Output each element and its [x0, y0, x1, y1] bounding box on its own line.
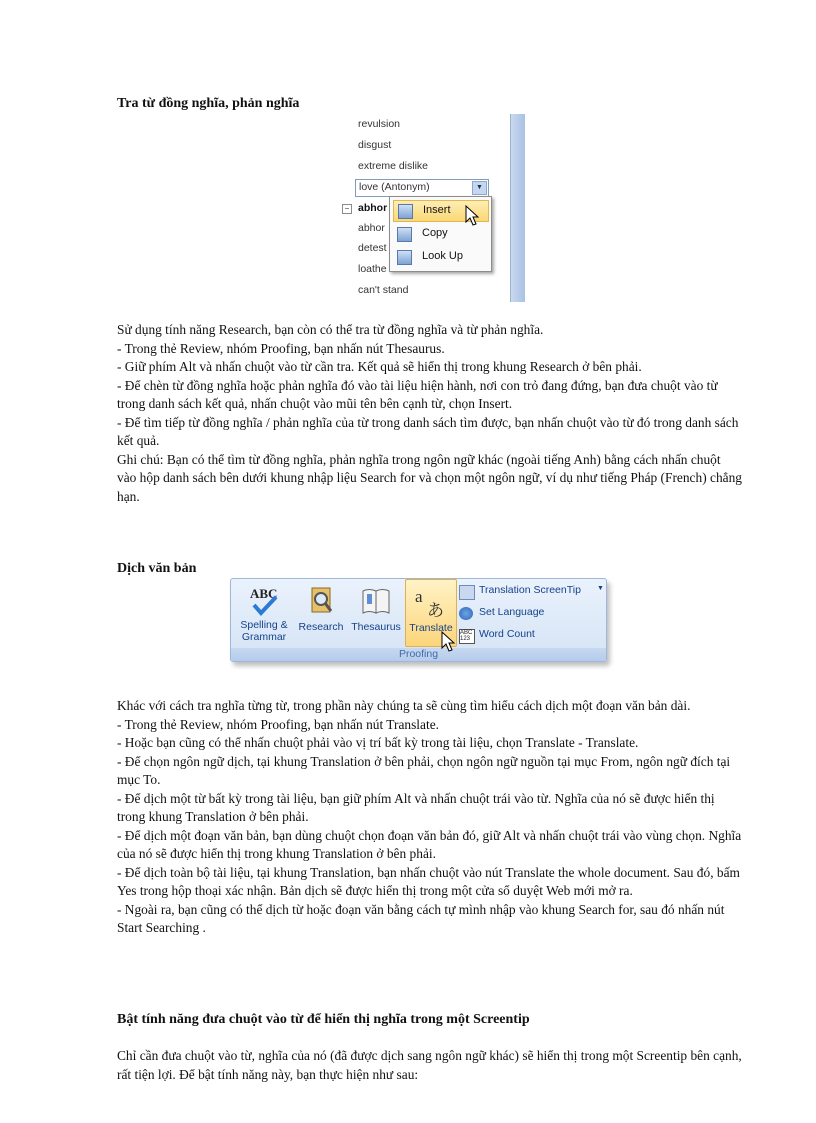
look-up-icon	[397, 250, 412, 265]
thesaurus-group-word: abhor	[358, 202, 388, 214]
paragraph: - Để dịch toàn bộ tài liệu, tại khung Translation, bạn nhấn chuột vào nút Translate the whole document. Sau đó, bấm Yes trong hộp thoại xác nhận. Bản dịch sẽ được hiển thị trong một cửa sổ duyệt Web mới mở ra.	[117, 864, 740, 898]
paragraph: Sử dụng tính năng Research, bạn còn có thể tra từ đồng nghĩa và từ phản nghĩa.	[117, 322, 544, 337]
thesaurus-word: revulsion	[358, 118, 401, 130]
mouse-cursor-icon	[465, 205, 479, 227]
paragraph: - Để chọn ngôn ngữ dịch, tại khung Translation ở bên phải, chọn ngôn ngữ nguồn tại mục From, ngôn ngữ đích tại mục To.	[117, 753, 731, 787]
thesaurus-word: detest	[358, 242, 387, 254]
chevron-down-icon[interactable]: ▼	[472, 181, 487, 195]
paragraph: - Trong thẻ Review, nhóm Proofing, bạn nhấn nút Thesaurus.	[117, 340, 445, 356]
svg-text:あ: あ	[427, 601, 444, 620]
small-button-label: Translation ScreenTip	[479, 584, 581, 596]
menu-item-look-up[interactable]	[393, 247, 487, 267]
word-dropdown-value: love (Antonym)	[359, 181, 430, 193]
button-label: Translate	[409, 622, 453, 634]
paragraph: - Để dịch một đoạn văn bản, bạn dùng chuột chọn đoạn văn bản đó, giữ Alt và nhấn chuột trái vào vùng chọn. Nghĩa của nó sẽ được hiển thị trong khung Translation ở bên phải.	[117, 827, 742, 861]
copy-icon	[397, 227, 412, 242]
paragraph: Khác với cách tra nghĩa từng từ, trong phần này chúng ta sẽ cùng tìm hiểu cách dịch một đoạn văn bản dài.	[117, 698, 691, 713]
small-button-label: Word Count	[479, 628, 535, 640]
section1-body	[117, 321, 742, 506]
thesaurus-button[interactable]	[347, 579, 405, 645]
paragraph: - Trong thẻ Review, nhóm Proofing, bạn nhấn nút Translate.	[117, 716, 439, 732]
thesaurus-word: loathe	[358, 263, 387, 275]
paragraph: - Để tìm tiếp từ đồng nghĩa / phản nghĩa của từ trong danh sách tìm được, bạn nhấn chuột vào từ đó trong danh sách kết quả.	[117, 414, 739, 448]
section-heading-screentip: Bật tính năng đưa chuột vào từ để hiển thị nghĩa trong một Screentip	[117, 1012, 530, 1027]
translate-icon	[414, 586, 448, 620]
svg-text:ABC: ABC	[250, 586, 278, 601]
thesaurus-screenshot	[333, 114, 525, 302]
svg-text:a: a	[415, 587, 423, 606]
paragraph: - Ngoài ra, bạn cũng có thể dịch từ hoặc đoạn văn bằng cách tự mình nhập vào khung Search for, sau đó nhấn nút Start Searching .	[117, 901, 725, 935]
thesaurus-word: extreme dislike	[358, 160, 429, 172]
paragraph: - Để dịch một từ bất kỳ trong tài liệu, bạn giữ phím Alt và nhấn chuột trái vào từ. Nghĩa của nó sẽ được hiển thị trong khung Translation ở bên phải.	[117, 790, 715, 824]
paragraph: - Để chèn từ đồng nghĩa hoặc phản nghĩa đó vào tài liệu hiện hành, nơi con trỏ đang đứng, bạn đưa chuột vào từ trong danh sách kết quả, nhấn chuột vào mũi tên bên cạnh từ, chọn Insert.	[117, 377, 718, 411]
section-heading-synonyms: Tra từ đồng nghĩa, phản nghĩa	[117, 96, 300, 111]
thesaurus-book-icon	[360, 585, 392, 617]
proofing-ribbon-screenshot	[230, 578, 607, 662]
button-label: Thesaurus	[351, 621, 401, 633]
word-dropdown[interactable]	[355, 179, 489, 197]
button-label: Research	[298, 621, 344, 633]
button-label: Spelling & Grammar	[240, 619, 288, 643]
thesaurus-word: disgust	[358, 139, 392, 151]
section2-body	[117, 697, 742, 938]
paragraph: Chỉ cần đưa chuột vào từ, nghĩa của nó (đã được dịch sang ngôn ngữ khác) sẽ hiển thị trong một Screentip bên cạnh, rất tiện lợi. Để bật tính năng này, bạn thực hiện như sau:	[117, 1048, 742, 1082]
section-heading-translate: Dịch văn bản	[117, 561, 197, 576]
research-button[interactable]	[295, 579, 347, 645]
mouse-cursor-icon	[441, 631, 455, 653]
screentip-icon	[459, 585, 475, 600]
small-button-label: Set Language	[479, 606, 545, 618]
spelling-check-icon	[248, 585, 280, 617]
thesaurus-word: abhor	[358, 222, 385, 234]
research-icon	[305, 585, 337, 617]
insert-icon	[398, 204, 413, 219]
menu-item-copy[interactable]	[393, 224, 487, 244]
chevron-down-icon: ▼	[597, 585, 604, 592]
menu-item-label: Look Up	[422, 250, 463, 262]
spelling-grammar-button[interactable]	[233, 579, 295, 645]
collapse-icon[interactable]: −	[342, 204, 352, 214]
group-label: Proofing	[231, 648, 606, 661]
thesaurus-word: can't stand	[358, 284, 409, 296]
paragraph: - Giữ phím Alt và nhấn chuột vào từ cần tra. Kết quả sẽ hiển thị trong khung Research ở bên phải.	[117, 359, 642, 374]
set-language-icon	[459, 607, 473, 620]
paragraph: - Hoặc bạn cũng có thể nhấn chuột phải vào vị trí bất kỳ trong tài liệu, chọn Translate - Translate.	[117, 735, 639, 750]
paragraph: Ghi chú: Bạn có thể tìm từ đồng nghĩa, phản nghĩa trong ngôn ngữ khác (ngoài tiếng Anh) bằng cách nhấn chuột vào hộp danh sách bên dưới khung nhập liệu Search for và chọn một ngôn ngữ, ví dụ như tiếng Pháp (French) chẳng hạn.	[117, 451, 742, 504]
menu-item-label: Insert	[423, 204, 451, 216]
word-count-icon: ABC 123	[459, 629, 475, 644]
menu-item-label: Copy	[422, 227, 448, 239]
section3-body	[117, 1047, 742, 1084]
scrollbar[interactable]	[510, 114, 525, 302]
